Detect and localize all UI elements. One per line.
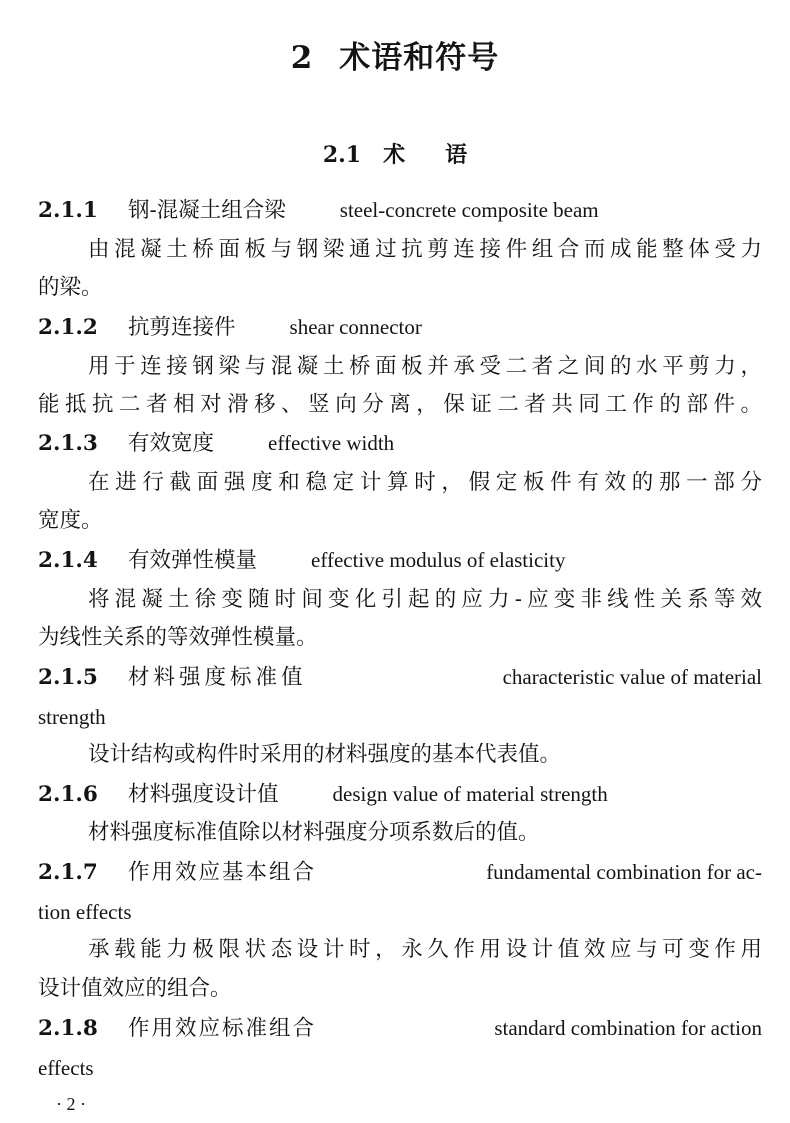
term-en: standard combination for action <box>494 1016 762 1040</box>
term-definition: 在进行截面强度和稳定计算时，假定板件有效的那一部分 <box>88 470 762 495</box>
term-definition: 设计值效应的组合。 <box>38 976 232 1001</box>
term-number: 2.1.3 <box>38 431 98 456</box>
section-title <box>0 138 790 169</box>
term-heading <box>38 779 608 809</box>
term-en: steel-concrete composite beam <box>339 198 599 222</box>
term-heading <box>38 857 762 887</box>
term-heading <box>38 195 599 225</box>
term-definition: 能抵抗二者相对滑移、竖向分离，保证二者共同工作的部件。 <box>38 392 762 417</box>
term-definition: 用于连接钢梁与混凝土桥面板并承受二者之间的水平剪力， <box>88 354 762 379</box>
term-en-continued: tion effects <box>38 900 132 924</box>
term-number: 2.1.6 <box>38 782 98 807</box>
term-definition: 承载能力极限状态设计时，永久作用设计值效应与可变作用 <box>88 937 762 962</box>
chapter-title <box>0 32 790 77</box>
term-en: shear connector <box>289 315 422 339</box>
term-heading <box>38 545 565 575</box>
term-en-continued: strength <box>38 705 106 729</box>
section-title-part1: 术 <box>383 142 406 168</box>
term-en: characteristic value of material <box>502 665 762 689</box>
term-en: fundamental combination for ac- <box>486 860 762 884</box>
term-number: 2.1.8 <box>38 1016 98 1041</box>
term-cn: 抗剪连接件 <box>128 315 236 340</box>
section-number: 2.1 <box>322 142 362 168</box>
term-cn: 材料强度标准值 <box>128 665 307 690</box>
term-heading <box>38 662 762 692</box>
term-en: effective modulus of elasticity <box>311 548 566 572</box>
term-number: 2.1.5 <box>38 665 98 690</box>
term-definition: 为线性关系的等效弹性模量。 <box>38 625 318 650</box>
term-number: 2.1.1 <box>38 198 98 223</box>
term-cn: 有效宽度 <box>128 431 215 456</box>
term-definition: 由混凝土桥面板与钢梁通过抗剪连接件组合而成能整体受力 <box>88 237 762 262</box>
term-definition: 宽度。 <box>38 508 103 533</box>
chapter-number: 2 <box>290 40 314 76</box>
term-cn: 材料强度设计值 <box>128 782 279 807</box>
term-en: design value of material strength <box>332 782 608 806</box>
section-title-part2: 语 <box>445 142 468 168</box>
term-definition: 材料强度标准值除以材料强度分项系数后的值。 <box>88 820 540 845</box>
term-cn: 有效弹性模量 <box>128 548 258 573</box>
term-cn: 作用效应基本组合 <box>128 860 317 885</box>
term-definition: 将混凝土徐变随时间变化引起的应力-应变非线性关系等效 <box>88 587 762 612</box>
chapter-title-text: 术语和符号 <box>339 40 500 76</box>
term-number: 2.1.4 <box>38 548 98 573</box>
term-cn: 作用效应标准组合 <box>128 1016 317 1041</box>
term-en-continued: effects <box>38 1056 94 1080</box>
term-number: 2.1.2 <box>38 315 98 340</box>
term-cn: 钢-混凝土组合梁 <box>128 198 286 223</box>
page-number: · 2 · <box>56 1094 86 1114</box>
term-definition: 设计结构或构件时采用的材料强度的基本代表值。 <box>88 742 562 767</box>
term-heading <box>38 428 394 458</box>
term-number: 2.1.7 <box>38 860 98 885</box>
term-heading <box>38 312 422 342</box>
term-definition: 的梁。 <box>38 275 103 300</box>
term-heading <box>38 1013 762 1043</box>
term-en: effective width <box>268 431 395 455</box>
